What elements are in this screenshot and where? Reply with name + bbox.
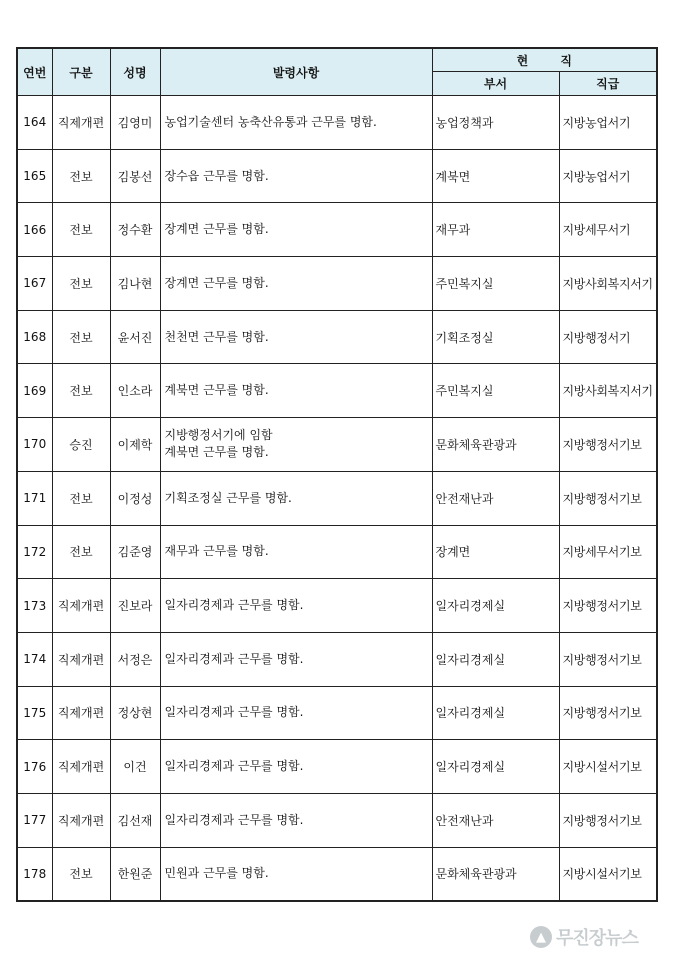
- cell-rank: 지방사회복지서기: [559, 364, 657, 418]
- order-line: 장수읍 근무를 명함.: [164, 168, 269, 183]
- cell-order: [160, 847, 432, 901]
- cell-no: 173: [17, 579, 52, 633]
- header-rank: 직급: [559, 72, 657, 96]
- watermark-text: 무진장뉴스: [556, 928, 638, 949]
- cell-type: 전보: [52, 257, 110, 311]
- cell-dept: 장계면: [432, 525, 559, 579]
- order-line: 지방행정서기에 임함: [164, 428, 273, 443]
- cell-rank: 지방사회복지서기: [559, 257, 657, 311]
- table-row: [17, 96, 657, 150]
- table-row: [17, 632, 657, 686]
- cell-order: [160, 203, 432, 257]
- table-row: [17, 257, 657, 311]
- cell-name: 김봉선: [110, 149, 160, 203]
- cell-type: 직제개편: [52, 96, 110, 150]
- cell-rank: 지방행정서기보: [559, 579, 657, 633]
- cell-name: 김선재: [110, 793, 160, 847]
- cell-no: 175: [17, 686, 52, 740]
- order-line: 일자리경제과 근무를 명함.: [164, 598, 304, 613]
- cell-rank: 지방행정서기보: [559, 686, 657, 740]
- cell-name: 이건: [110, 740, 160, 794]
- table-row: [17, 203, 657, 257]
- cell-dept: 일자리경제실: [432, 740, 559, 794]
- cell-order: [160, 96, 432, 150]
- cell-rank: 지방행정서기보: [559, 418, 657, 472]
- cell-no: 174: [17, 632, 52, 686]
- order-line: 계북면 근무를 명함.: [164, 445, 269, 460]
- cell-dept: 계북면: [432, 149, 559, 203]
- cell-dept: 안전재난과: [432, 793, 559, 847]
- cell-no: 164: [17, 96, 52, 150]
- cell-order: [160, 149, 432, 203]
- cell-order: [160, 471, 432, 525]
- cell-type: 전보: [52, 471, 110, 525]
- cell-dept: 농업정책과: [432, 96, 559, 150]
- cell-dept: 일자리경제실: [432, 632, 559, 686]
- cell-dept: 일자리경제실: [432, 579, 559, 633]
- cell-no: 169: [17, 364, 52, 418]
- cell-rank: 지방농업서기: [559, 149, 657, 203]
- cell-order: [160, 310, 432, 364]
- cell-no: 166: [17, 203, 52, 257]
- cell-dept: 문화체육관광과: [432, 847, 559, 901]
- cell-rank: 지방행정서기보: [559, 632, 657, 686]
- cell-no: 170: [17, 418, 52, 472]
- cell-type: 전보: [52, 525, 110, 579]
- table-row: [17, 740, 657, 794]
- cell-no: 168: [17, 310, 52, 364]
- order-line: 일자리경제과 근무를 명함.: [164, 812, 304, 827]
- cell-rank: 지방행정서기보: [559, 793, 657, 847]
- cell-no: 172: [17, 525, 52, 579]
- cell-dept: 기획조정실: [432, 310, 559, 364]
- cell-type: 직제개편: [52, 632, 110, 686]
- table-row: [17, 686, 657, 740]
- cell-type: 직제개편: [52, 740, 110, 794]
- cell-type: 전보: [52, 847, 110, 901]
- header-no: 연번: [17, 48, 52, 96]
- cell-name: 서정은: [110, 632, 160, 686]
- personnel-order-table-container: [16, 47, 656, 902]
- cell-rank: 지방시설서기보: [559, 740, 657, 794]
- cell-name: 인소라: [110, 364, 160, 418]
- order-line: 일자리경제과 근무를 명함.: [164, 759, 304, 774]
- header-dept: 부서: [432, 72, 559, 96]
- order-line: 천천면 근무를 명함.: [164, 329, 269, 344]
- mountain-logo-icon: ▲: [530, 926, 552, 948]
- cell-no: 165: [17, 149, 52, 203]
- cell-order: [160, 740, 432, 794]
- cell-order: [160, 686, 432, 740]
- order-line: 일자리경제과 근무를 명함.: [164, 651, 304, 666]
- cell-name: 김나현: [110, 257, 160, 311]
- cell-name: 정상현: [110, 686, 160, 740]
- order-line: 민원과 근무를 명함.: [164, 866, 269, 881]
- order-line: 일자리경제과 근무를 명함.: [164, 705, 304, 720]
- cell-name: 정수환: [110, 203, 160, 257]
- cell-dept: 주민복지실: [432, 257, 559, 311]
- cell-dept: 일자리경제실: [432, 686, 559, 740]
- order-line: 장계면 근무를 명함.: [164, 275, 269, 290]
- cell-rank: 지방행정서기: [559, 310, 657, 364]
- cell-name: 이정성: [110, 471, 160, 525]
- cell-dept: 재무과: [432, 203, 559, 257]
- table-row: [17, 793, 657, 847]
- cell-type: 전보: [52, 310, 110, 364]
- cell-order: [160, 632, 432, 686]
- order-line: 농업기술센터 농축산유통과 근무를 명함.: [164, 114, 377, 129]
- cell-rank: 지방농업서기: [559, 96, 657, 150]
- table-row: [17, 149, 657, 203]
- cell-name: 윤서진: [110, 310, 160, 364]
- cell-type: 직제개편: [52, 579, 110, 633]
- header-current-label: 현 직: [516, 53, 586, 68]
- news-watermark: [530, 920, 670, 954]
- cell-dept: 안전재난과: [432, 471, 559, 525]
- cell-dept: 문화체육관광과: [432, 418, 559, 472]
- table-row: [17, 471, 657, 525]
- cell-type: 승진: [52, 418, 110, 472]
- order-line: 재무과 근무를 명함.: [164, 544, 269, 559]
- table-row: [17, 847, 657, 901]
- cell-order: [160, 525, 432, 579]
- cell-type: 직제개편: [52, 686, 110, 740]
- cell-order: [160, 364, 432, 418]
- table-row: [17, 525, 657, 579]
- cell-name: 김준영: [110, 525, 160, 579]
- cell-order: [160, 257, 432, 311]
- cell-no: 171: [17, 471, 52, 525]
- cell-type: 직제개편: [52, 793, 110, 847]
- personnel-order-table: [16, 47, 658, 902]
- cell-dept: 주민복지실: [432, 364, 559, 418]
- cell-rank: 지방세무서기보: [559, 525, 657, 579]
- cell-no: 177: [17, 793, 52, 847]
- cell-name: 한원준: [110, 847, 160, 901]
- cell-order: [160, 793, 432, 847]
- cell-name: 진보라: [110, 579, 160, 633]
- cell-no: 176: [17, 740, 52, 794]
- cell-rank: 지방세무서기: [559, 203, 657, 257]
- header-name: 성명: [110, 48, 160, 96]
- order-line: 장계면 근무를 명함.: [164, 222, 269, 237]
- cell-name: 김영미: [110, 96, 160, 150]
- cell-type: 전보: [52, 203, 110, 257]
- cell-rank: 지방시설서기보: [559, 847, 657, 901]
- cell-order: [160, 579, 432, 633]
- header-type: 구분: [52, 48, 110, 96]
- table-row: [17, 364, 657, 418]
- cell-order: [160, 418, 432, 472]
- cell-type: 전보: [52, 149, 110, 203]
- cell-no: 178: [17, 847, 52, 901]
- cell-no: 167: [17, 257, 52, 311]
- order-line: 기획조정실 근무를 명함.: [164, 490, 292, 505]
- cell-type: 전보: [52, 364, 110, 418]
- table-row: [17, 310, 657, 364]
- cell-rank: 지방행정서기보: [559, 471, 657, 525]
- order-line: 계북면 근무를 명함.: [164, 383, 269, 398]
- cell-name: 이제학: [110, 418, 160, 472]
- table-row: [17, 579, 657, 633]
- table-row: [17, 418, 657, 472]
- header-order: 발령사항: [160, 48, 432, 96]
- header-current-position: [432, 48, 657, 72]
